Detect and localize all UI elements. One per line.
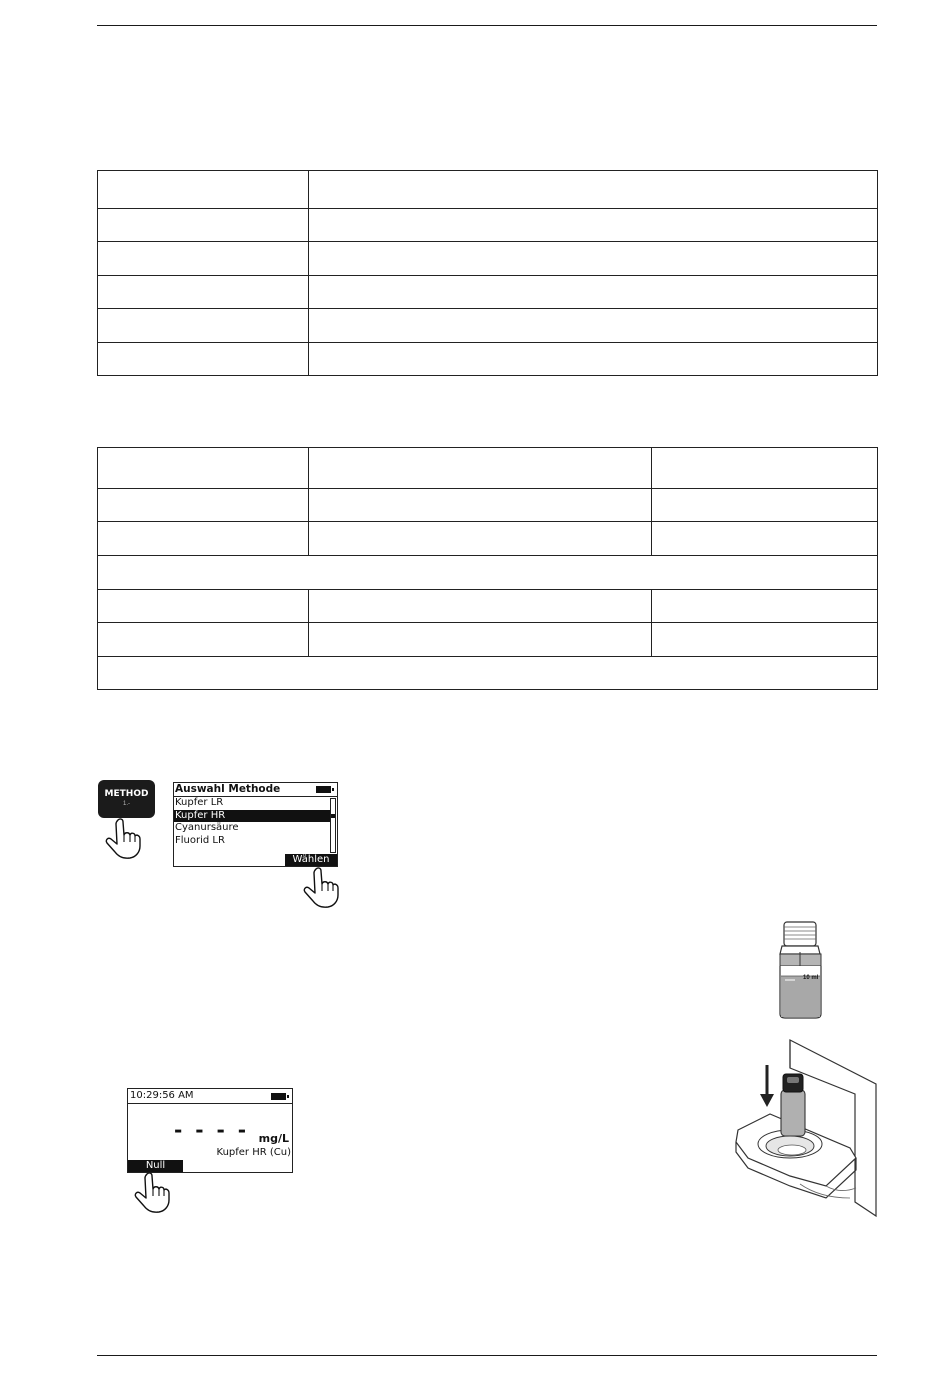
pointing-hand-icon [133, 1172, 177, 1214]
pointing-hand-icon [302, 867, 346, 909]
table-1 [97, 170, 878, 376]
method-list-item[interactable]: Cyanursäure [175, 822, 239, 833]
battery-icon [316, 786, 331, 793]
measure-reading: - - - - [174, 1118, 250, 1142]
vial-volume-mark: 10 ml [803, 975, 819, 981]
measure-unit: mg/L [258, 1132, 289, 1145]
method-key[interactable] [98, 780, 155, 818]
bottom-rule [97, 1355, 877, 1356]
table-row [98, 657, 878, 690]
measure-method: Kupfer HR (Cu) [216, 1147, 291, 1158]
table-row [98, 448, 878, 489]
table-row [98, 309, 878, 343]
scrollbar-thumb[interactable] [331, 814, 335, 818]
table-row [98, 522, 878, 556]
method-list-item[interactable]: Fluorid LR [175, 834, 225, 846]
table-row [98, 556, 878, 590]
method-list-item-selected[interactable]: Kupfer HR [174, 810, 330, 823]
instrument-illustration [730, 1038, 880, 1218]
table-row [98, 489, 878, 522]
select-softkey[interactable]: Wählen [285, 854, 337, 866]
table-row [98, 590, 878, 623]
null-softkey[interactable]: Null [128, 1160, 183, 1172]
method-list-item[interactable]: Kupfer LR [175, 797, 224, 808]
battery-icon [271, 1093, 286, 1100]
table-row [98, 209, 878, 242]
scrollbar[interactable] [330, 798, 336, 853]
table-row [98, 343, 878, 376]
vial-illustration [775, 918, 830, 1023]
method-select-title: Auswahl Methode [174, 783, 337, 797]
table-row [98, 242, 878, 276]
table-row [98, 276, 878, 309]
top-rule [97, 25, 877, 26]
table-2 [97, 447, 878, 690]
method-key-sublabel: 1.- [122, 801, 130, 807]
measure-time: 10:29:56 AM [130, 1090, 194, 1101]
method-key-label: METHOD [104, 789, 149, 799]
method-select-screen [173, 782, 338, 867]
pointing-hand-icon [104, 818, 148, 860]
table-row [98, 171, 878, 209]
table-row [98, 623, 878, 657]
measure-screen [127, 1088, 293, 1173]
